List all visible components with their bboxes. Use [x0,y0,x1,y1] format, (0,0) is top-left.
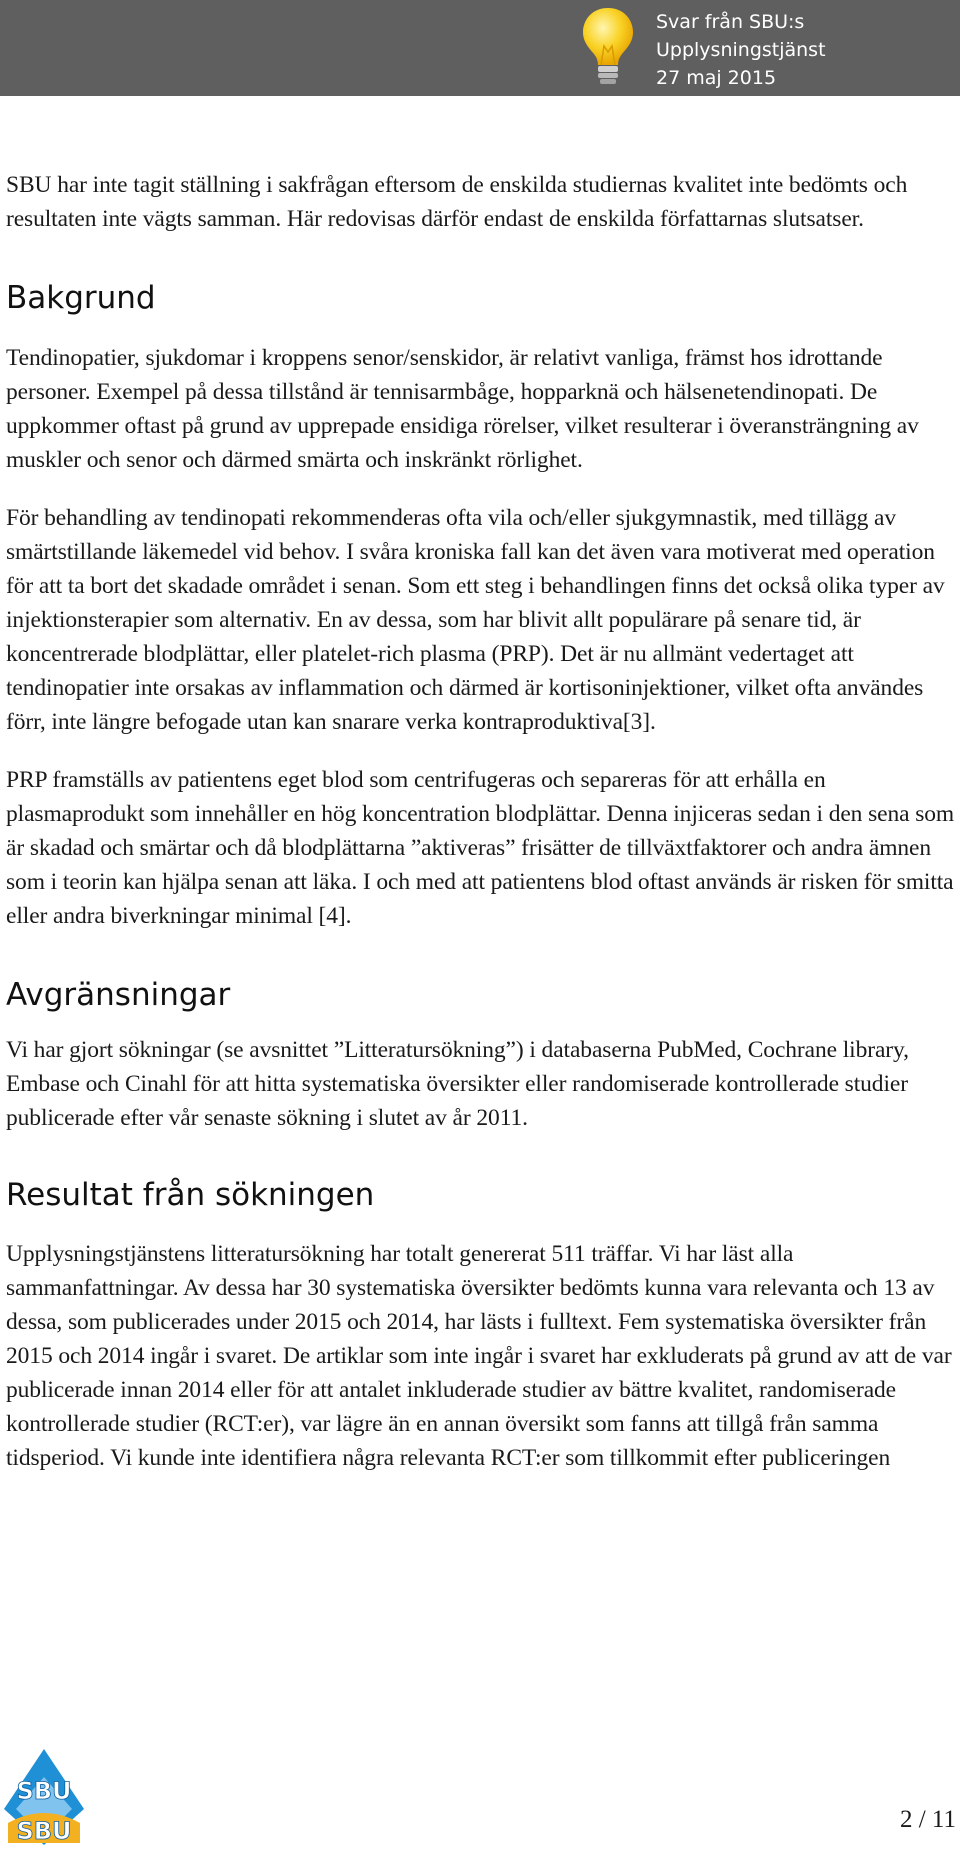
sbu-logo-icon [2,1747,86,1847]
header-title: Svar från SBU:s Upplysningstjänst [656,11,826,61]
avgransningar-paragraph-1: Vi har gjort sökningar (se avsnittet ”Litteratursökning”) i databaserna PubMed, Cochrane library, Embase och Cinahl för att hitta systematiska översikter eller randomiserade kontrollerade studier publicerade efter vår senaste sökning i slutet av år 2011. [6,1037,909,1131]
bakgrund-paragraph-3: PRP framställs av patientens eget blod som centrifugeras och separeras för att erhålla en plasmaprodukt som innehåller en hög koncentration blodplättar. Denna injiceras sedan i den sena som är skadad och smärtar och då blodplättarna ”aktiveras” frisätter de tillväxtfaktorer och andra ämnen som i teorin kan hjälpa senan att läka. I och med att patientens blod oftast används är risken för smitta eller andra biverkningar minimal [4]. [6,767,955,929]
resultat-paragraph-1: Upplysningstjänstens litteratursökning har totalt genererat 511 träffar. Vi har läst alla sammanfattningar. Av dessa har 30 systematiska översikter bedömts kunna vara relevanta och 13 av dessa, som publicerades under 2015 och 2014, har lästs i fulltext. Fem systematiska översikter från 2015 och 2014 ingår i svaret. De artiklar som inte ingår i svaret har exkluderats på grund av att de var publicerade innan 2014 eller för att antalet inkluderade studier av bättre kvalitet, randomiserade kontrollerade studier (RCT:er), var lägre än en annan översikt som fanns att tillgå från samma tidsperiod. Vi kunde inte identifiera några relevanta RCT:er som tillkommit efter publiceringen [6,1241,952,1471]
document-body [6,168,956,1475]
sbu-logo-text-reflection: SBU [16,1817,72,1845]
header-date: 27 maj 2015 [656,67,777,89]
page-number: 2 / 11 [899,1806,956,1833]
sbu-logo-text: SBU [16,1777,72,1805]
bakgrund-paragraph-2: För behandling av tendinopati rekommenderas ofta vila och/eller sjukgymnastik, med tillägg av smärtstillande läkemedel vid behov. I svåra kroniska fall kan det även vara motiverat med operation för att ta bort det skadade området i senan. Som ett steg i behandlingen finns det också olika typer av injektionsterapier som alternativ. En av dessa, som har blivit allt populärare på senare tid, är koncentrerade blodplättar, eller platelet-rich plasma (PRP). Det är nu allmänt vedertaget att tendinopatier inte orsakas av inflammation och därmed är kortisoninjektioner, vilket ofta användes förr, inte längre befogade utan kan snarare verka kontraproduktiva[3]. [6,505,945,735]
page-header [0,0,960,96]
intro-paragraph: SBU har inte tagit ställning i sakfrågan eftersom de enskilda studiernas kvalitet inte bedömts och resultaten inte vägts samman. Här redovisas därför endast de enskilda författarnas slutsatser. [6,172,908,232]
heading-avgransningar: Avgränsningar [6,977,231,1013]
heading-resultat: Resultat från sökningen [6,1177,375,1213]
heading-bakgrund: Bakgrund [6,280,156,316]
lightbulb-icon [579,4,637,88]
bakgrund-paragraph-1: Tendinopatier, sjukdomar i kroppens senor/senskidor, är relativt vanliga, främst hos idrottande personer. Exempel på dessa tillstånd är tennisarmbåge, hopparknä och hälsenetendinopati. De uppkommer oftast på grund av upprepade ensidiga rörelser, vilket resulterar i överansträngning av muskler och senor och därmed smärta och inskränkt rörlighet. [6,345,919,473]
